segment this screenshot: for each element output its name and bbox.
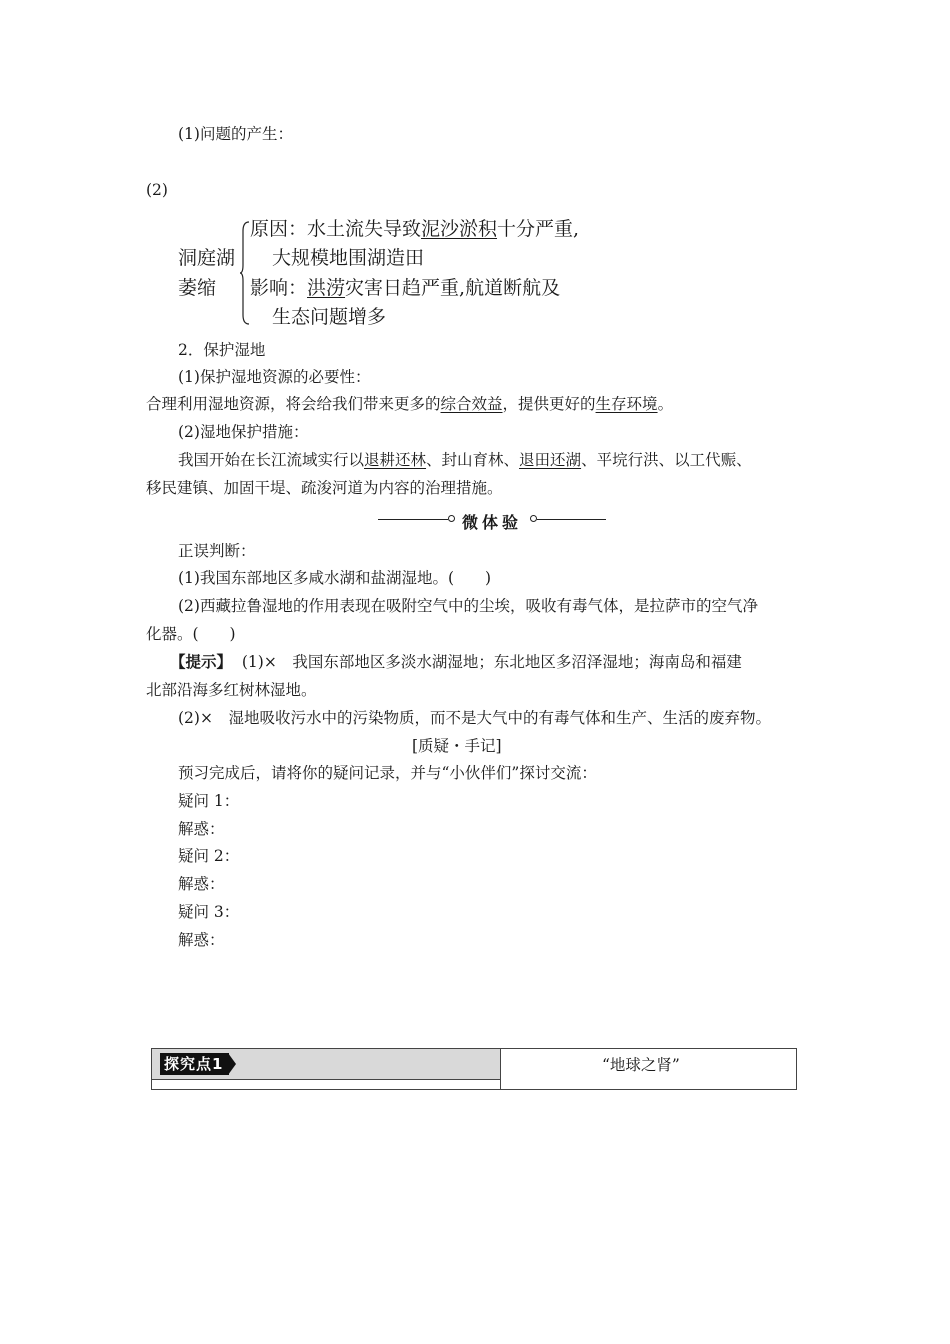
necessity-label: (1)保护湿地资源的必要性： — [178, 368, 371, 386]
diagram-cause-line2: 大规模地围湖造田 — [272, 247, 425, 269]
measures-text-line2: 移民建镇、加固干堤、疏浚河道为内容的治理措施。 — [146, 479, 503, 497]
explore-left-cell — [152, 1079, 501, 1089]
diagram-cause-line: 原因：水土流失导致泥沙淤积十分严重, — [250, 218, 580, 240]
judge-item-2: (2)西藏拉鲁湿地的作用表现在吸附空气中的尘埃，吸收有毒气体，是拉萨市的空气净 — [178, 597, 758, 615]
problem-origin-label: (1)问题的产生： — [178, 125, 293, 143]
section-divider — [378, 510, 606, 530]
judge-label: 正误判断： — [178, 542, 256, 560]
explore-title: “地球之肾” — [602, 1056, 680, 1074]
answer-1-label: 解惑： — [178, 820, 225, 838]
notes-intro: 预习完成后，请将你的疑问记录，并与“小伙伴们”探讨交流： — [178, 764, 597, 782]
diagram-effect-line2: 生态问题增多 — [272, 306, 387, 328]
diagram-left-line2: 萎缩 — [178, 277, 217, 299]
curly-brace-icon — [240, 221, 250, 325]
necessity-text: 合理利用湿地资源，将会给我们带来更多的综合效益，提供更好的生存环境。 — [146, 395, 674, 413]
diagram-effect-line: 影响：洪涝灾害日趋严重,航道断航及 — [250, 277, 561, 299]
notes-title: [质疑・手记] — [412, 737, 502, 755]
item-2-label: (2) — [146, 181, 168, 199]
explore-point-box — [151, 1048, 797, 1090]
micro-experience-title: 微体验 — [462, 513, 523, 532]
question-1-label: 疑问 1： — [178, 792, 240, 810]
hint-line-2: (2)× 湿地吸收污水中的污染物质，而不是大气中的有毒气体和生产、生活的废弃物。 — [178, 709, 771, 727]
judge-item-1: (1)我国东部地区多咸水湖和盐湖湿地。( ) — [178, 569, 492, 587]
answer-2-label: 解惑： — [178, 875, 225, 893]
question-2-label: 疑问 2： — [178, 847, 240, 865]
arrow-right-icon — [228, 1053, 236, 1075]
measures-text: 我国开始在长江流域实行以退耕还林、封山育林、退田还湖、平垸行洪、以工代赈、 — [178, 451, 752, 469]
diagram-left-line1: 洞庭湖 — [178, 247, 236, 269]
explore-point-badge: 探究点1 — [160, 1053, 229, 1075]
question-3-label: 疑问 3： — [178, 903, 240, 921]
hint-line-1-cont: 北部沿海多红树林湿地。 — [146, 681, 317, 699]
answer-3-label: 解惑： — [178, 931, 225, 949]
section-heading: 2．保护湿地 — [178, 341, 266, 359]
measures-label: (2)湿地保护措施： — [178, 423, 309, 441]
judge-item-2-cont: 化器。( ) — [146, 625, 236, 643]
explore-header-band — [152, 1049, 501, 1080]
hint-line-1: 【提示】 (1)× 我国东部地区多淡水湖湿地；东北地区多沼泽湿地；海南岛和福建 — [170, 652, 742, 671]
